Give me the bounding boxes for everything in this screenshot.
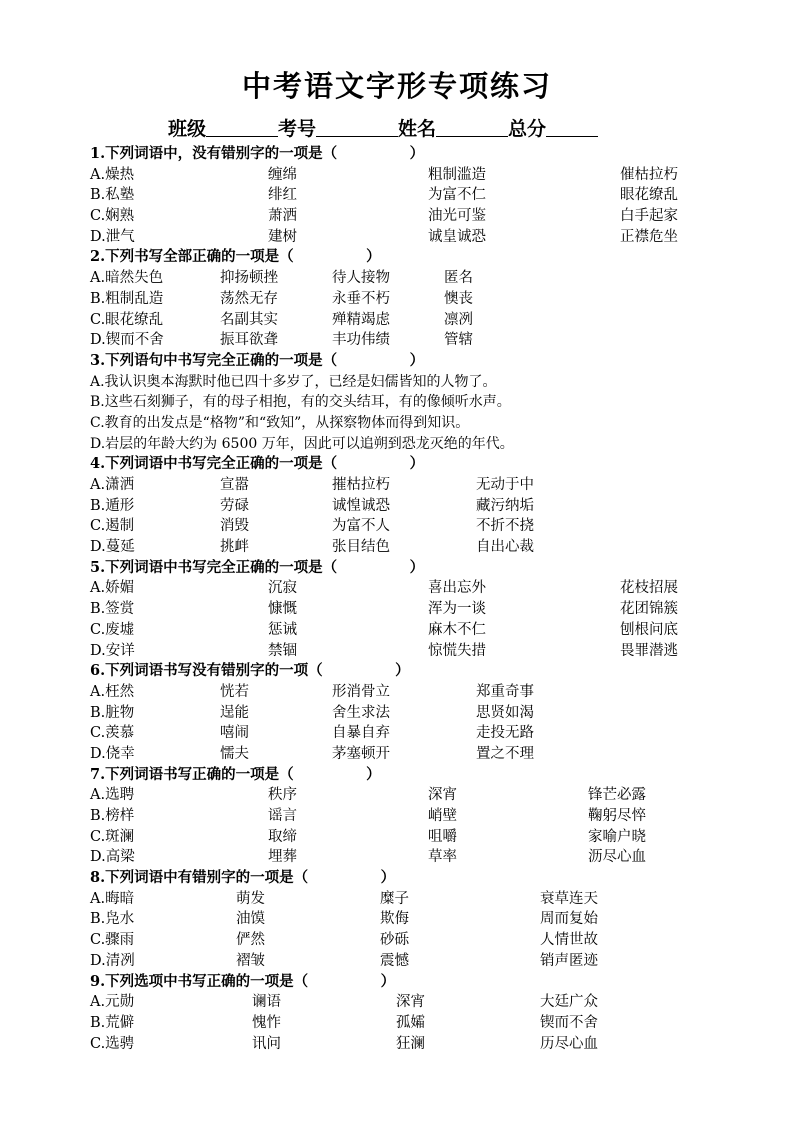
option-word: 殚精竭虑 [332,311,390,328]
option-word: 砂砾 [380,932,409,949]
option-word: 藏污纳垢 [476,497,534,514]
question-stem: 2.下列书写全部正确的一项是（ ） [90,248,381,266]
option-word: 谣言 [268,808,297,824]
option-word: 逞能 [220,704,249,721]
option-word: 油馍 [236,911,265,928]
option-word: 深宵 [396,994,425,1011]
option-row [90,703,790,724]
name-blank[interactable] [436,118,508,137]
option-row [90,909,790,930]
question-stem: 9.下列选项中书写正确的一项是（ ） [90,972,396,990]
option-first-word: A.娇媚 [90,580,135,597]
option-word: 畏罪潜逃 [620,642,678,659]
option-row [90,930,790,951]
option-row [90,744,790,765]
option-word: 草率 [428,849,457,866]
option-sentence: A.我认识奥本海默时他已四十多岁了，已经是妇儒皆知的人物了。 [90,373,497,390]
option-row [90,1013,790,1034]
option-word: 花枝招展 [620,580,678,597]
question-stem: 7.下列词语书写正确的一项是（ ） [90,765,381,783]
option-first-word: D.侥幸 [90,745,135,762]
option-first-word: C.废墟 [90,621,135,638]
option-word: 永垂不朽 [332,290,390,307]
option-word: 周而复始 [540,911,598,928]
option-word: 喜出忘外 [428,580,486,597]
option-word: 张目结色 [332,539,390,556]
name-label: 姓名 [398,118,437,140]
option-first-word: B.粗制乱造 [90,290,164,307]
question-4 [90,454,790,557]
option-word: 眼花缭乱 [620,187,678,204]
option-first-word: B.荒僻 [90,1014,135,1031]
question-9 [90,972,790,1055]
option-first-word: B.凫水 [90,911,135,928]
option-word: 秩序 [268,787,297,804]
option-word: 摧枯拉朽 [332,477,390,493]
option-word: 谰语 [252,994,281,1011]
option-word: 粗制滥造 [428,166,486,183]
option-word: 诚皇诚恐 [428,228,486,245]
option-row [90,330,790,351]
option-word: 诚惶诚恐 [332,497,390,514]
option-word: 懦夫 [220,745,249,762]
option-word: 讯问 [252,1035,281,1052]
option-word: 花团锦簇 [620,601,678,618]
option-word: 油光可鉴 [428,208,486,225]
option-word: 咀嚼 [428,828,457,845]
question-2 [90,247,790,350]
option-first-word: D.高梁 [90,849,135,866]
option-word: 浑为一谈 [428,601,486,618]
option-row [90,310,790,331]
option-word: 大廷广众 [540,994,598,1011]
option-row [90,578,790,599]
option-word: 荡然无存 [220,290,278,307]
option-word: 丰功伟绩 [332,332,390,349]
option-row [90,847,790,868]
student-info-line [168,114,598,141]
option-word: 糜子 [380,890,409,907]
option-first-word: D.蔓延 [90,539,135,556]
option-word: 取缔 [268,828,297,845]
option-word: 麻木不仁 [428,621,486,638]
option-first-word: A.选聘 [90,787,135,804]
option-word: 无动于中 [476,477,534,493]
option-row [90,599,790,620]
option-word: 禁锢 [268,642,297,659]
option-first-word: A.燥热 [90,166,135,183]
score-blank[interactable] [546,118,598,137]
option-word: 人情世故 [540,932,598,949]
option-word: 思贤如渴 [476,704,534,721]
option-word: 锋芒必露 [588,787,646,804]
option-sentence: D.岩层的年龄大约为 6500 万年，因此可以追朔到恐龙灭绝的年代。 [90,435,514,452]
option-word: 郑重奇事 [476,683,534,700]
option-row [90,475,790,496]
option-first-word: B.榜样 [90,808,135,824]
option-word: 自出心裁 [476,539,534,556]
question-stem: 3.下列语句中书写完全正确的一项是（ ） [90,351,425,369]
option-row [90,785,790,806]
option-first-word: C.眼花缭乱 [90,311,164,328]
option-word: 俨然 [236,932,265,949]
option-first-word: C.斑澜 [90,828,135,845]
question-6 [90,661,790,764]
option-word: 愧怍 [252,1014,281,1031]
option-word: 匿名 [444,270,473,287]
option-word: 萧洒 [268,208,297,225]
option-word: 建树 [268,228,297,245]
question-3 [90,351,790,454]
option-word: 沥尽心血 [588,849,646,866]
option-first-word: A.元勋 [90,994,135,1011]
option-word: 催枯拉朽 [620,166,678,183]
class-label: 班级 [168,118,207,140]
question-stem: 4.下列词语中书写完全正确的一项是（ ） [90,455,425,473]
option-word: 家喻户晓 [588,828,646,845]
option-row [90,496,790,517]
option-row [90,165,790,186]
option-word: 惊慌失措 [428,642,486,659]
option-first-word: A.晦暗 [90,890,135,907]
option-word: 茅塞顿开 [332,745,390,762]
option-word: 嘻闹 [220,725,249,742]
option-first-word: B.脏物 [90,704,135,721]
option-first-word: C.遏制 [90,518,135,535]
option-word: 懊丧 [444,290,473,307]
option-word: 为富不仁 [428,187,486,204]
option-row [90,723,790,744]
option-row [90,827,790,848]
option-row [90,806,790,827]
option-row [90,289,790,310]
option-word: 自暴自弃 [332,725,390,742]
option-row [90,682,790,703]
option-first-word: B.私塾 [90,187,135,204]
option-word: 待人接物 [332,270,390,287]
option-word: 锲而不舍 [540,1014,598,1031]
option-word: 惩诫 [268,621,297,638]
option-word: 挑衅 [220,539,249,556]
option-first-word: D.泄气 [90,228,135,245]
score-label: 总分 [508,118,547,140]
option-word: 峭壁 [428,808,457,824]
option-first-word: C.羡慕 [90,725,135,742]
option-first-word: A.暗然失色 [90,270,164,287]
option-row [90,1034,790,1055]
option-first-word: C.选骋 [90,1035,135,1052]
option-word: 震憾 [380,952,409,969]
option-row [90,516,790,537]
option-word: 正襟危坐 [620,228,678,245]
option-word: 缠绵 [268,166,297,183]
option-word: 宣嚣 [220,477,249,493]
option-word: 舍生求法 [332,704,390,721]
option-row [90,206,790,227]
option-word: 鞠躬尽悴 [588,808,646,824]
option-word: 白手起家 [620,208,678,225]
option-word: 消毁 [220,518,249,535]
option-row [90,620,790,641]
option-word: 埋葬 [268,849,297,866]
option-first-word: C.娴熟 [90,208,135,225]
option-first-word: D.锲而不舍 [90,332,164,349]
option-word: 抑扬顿挫 [220,270,278,287]
option-first-word: C.骤雨 [90,932,135,949]
question-stem: 1.下列词语中，没有错别字的一项是（ ） [90,145,425,162]
option-word: 衰草连天 [540,890,598,907]
option-word: 为富不人 [332,518,390,535]
option-sentence: B.这些石刻狮子，有的母子相抱，有的交头结耳，有的像倾听水声。 [90,394,511,411]
number-label: 考号 [278,118,317,140]
option-first-word: B.签赏 [90,601,135,618]
option-word: 孤孀 [396,1014,425,1031]
option-word: 走投无路 [476,725,534,742]
option-word: 振耳欲聋 [220,332,278,349]
option-row [90,641,790,662]
option-first-word: B.遁形 [90,497,135,514]
option-word: 刨根问底 [620,621,678,638]
option-row [90,951,790,972]
option-word: 慷慨 [268,601,297,618]
option-word: 劳碌 [220,497,249,514]
option-word: 沉寂 [268,580,297,597]
option-word: 名副其实 [220,311,278,328]
option-word: 欺侮 [380,911,409,928]
option-word: 置之不理 [476,745,534,762]
question-list [90,144,790,1054]
option-row [90,268,790,289]
question-1 [90,144,790,247]
option-first-word: A.枉然 [90,683,135,700]
question-5 [90,558,790,661]
option-row [90,537,790,558]
question-stem: 8.下列词语中有错别字的一项是（ ） [90,869,396,887]
question-stem: 6.下列词语书写没有错别字的一项（ ） [90,662,410,680]
question-7 [90,765,790,868]
option-first-word: A.潇洒 [90,477,135,493]
option-first-word: D.安详 [90,642,135,659]
option-word: 恍若 [220,683,249,700]
option-word: 管辖 [444,332,473,349]
option-row [90,227,790,248]
class-blank[interactable] [206,118,278,137]
number-blank[interactable] [316,118,398,137]
option-word: 萌发 [236,890,265,907]
option-row [90,889,790,910]
page-title: 中考语文字形专项练习 [241,69,552,103]
option-sentence: C.教育的出发点是“格物”和“致知”，从探察物体而得到知识。 [90,414,470,431]
option-word: 狂澜 [396,1035,425,1052]
option-row [90,992,790,1013]
option-word: 销声匿迹 [540,952,598,969]
option-word: 褶皱 [236,952,265,969]
question-8 [90,868,790,971]
option-word: 绯红 [268,187,297,204]
option-row [90,185,790,206]
option-word: 凛冽 [444,311,473,328]
question-stem: 5.下列词语中书写完全正确的一项是（ ） [90,558,425,576]
option-word: 形消骨立 [332,683,390,700]
option-word: 历尽心血 [540,1035,598,1052]
option-word: 不折不挠 [476,518,534,535]
option-first-word: D.清冽 [90,952,135,969]
option-word: 深宵 [428,787,457,804]
